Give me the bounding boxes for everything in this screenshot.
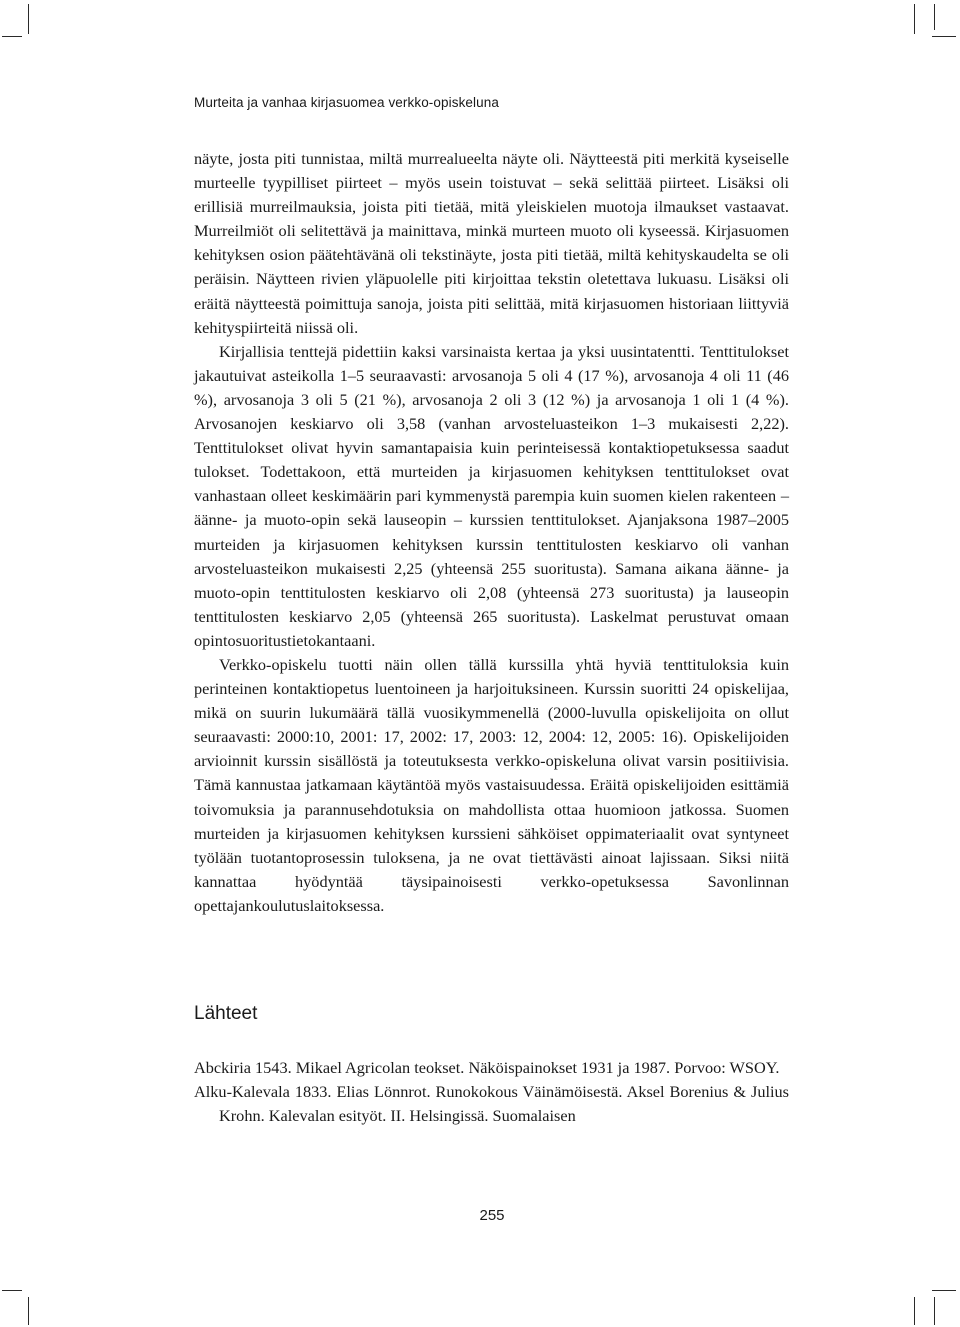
crop-mark-bottom-left-horizontal [2,1290,22,1291]
body-text [194,147,789,918]
reference-item: Abckiria 1543. Mikael Agricolan teokset. Näköispainokset 1931 ja 1987. Porvoo: WSOY. [194,1058,780,1077]
running-header: Murteita ja vanhaa kirjasuomea verkko-opiskeluna [194,95,499,110]
paragraph: näyte, josta piti tunnistaa, miltä murrealueelta näyte oli. Näytteestä piti merkitä kyseiselle murteelle tyypilliset piirteet – myös usein toistuvat – sekä selittää piirteet. Lisäksi oli erillisiä murreilmauksia, joista piti tietää, mitä yleiskielen muotoja ilmaukset vastaavat. Murreilmiöt oli selitettävä ja mainittava, minkä murteen muoto oli kyseessä. Kirjasuomen kehityksen osion päätehtävänä oli tekstinäyte, josta piti tietää, miltä kehityskaudelta se oli peräisin. Näytteen rivien yläpuolelle piti kirjoittaa tekstin oletettava lukuasu. Lisäksi oli eräitä näytteestä poimittuja sanoja, joista piti selittää, mitä kirjasuomen historiaan liittyviä kehityspiirteitä niissä oli. [194,149,789,337]
paragraph: Kirjallisia tenttejä pidettiin kaksi varsinaista kertaa ja yksi uusintatentti. Tenttitulokset jakautuivat asteikolla 1–5 seuraavasti: arvosanoja 5 oli 4 (17 %), arvosanoja 4 oli 11 (46 %), arvosanoja 3 oli 5 (21 %), arvosanoja 2 oli 3 (12 %) ja arvosanoja 1 oli 1 (4 %). Arvosanojen keskiarvo oli 3,58 (vanhan arvosteluasteikon 1–3 mukaisesti 2,22). Tenttitulokset olivat hyvin samantapaisia kuin perinteisessä kontaktiopetuksessa saadut tulokset. Todettakoon, että murteiden ja kirjasuomen kehityksen tenttitulokset ovat vanhastaan olleet keskimäärin pari kymmenystä parempia kuin suomen kielen rakenteen – äänne- ja muoto-opin sekä lauseopin – kurssien tenttitulokset. Ajanjaksona 1987–2005 murteiden ja kirjasuomen kehityksen kurssin tenttitulosten keskiarvo oli vanhan arvosteluasteikon mukaisesti 2,25 (yhteensä 255 suoritusta). Samana aikana äänne- ja muoto-opin tenttitulosten keskiarvo oli 2,08 (yhteensä 273 suoritusta) ja lauseopin tenttitulosten keskiarvo 2,05 (yhteensä 265 suoritusta). Laskelmat perustuvat omaan opintosuoritustietokantaani. [194,341,789,650]
crop-mark-top-left-vertical [28,4,29,34]
reference-item: Alku-Kalevala 1833. Elias Lönnrot. Runokokous Väinämöisestä. Aksel Borenius & Julius Krohn. Kalevalan esityöt. II. Helsingissä. Suomalaisen [194,1082,789,1126]
crop-mark-top-left-horizontal [2,36,22,37]
crop-mark-bottom-right-inner [934,1297,935,1325]
crop-mark-top-center [934,4,935,30]
paragraph: Verkko-opiskelu tuotti näin ollen tällä kurssilla yhtä hyviä tenttituloksia kuin perinteinen kontaktiopetus luentoineen ja harjoituksineen. Kurssin suoritti 24 opiskelijaa, mikä on suurin lukumäärä tällä vuosikymmenellä (2000-luvulla opiskelijoita on ollut seuraavasti: 2000:10, 2001: 17, 2002: 17, 2003: 12, 2004: 12, 2005: 16). Opiskelijoiden arvioinnit kurssin sisällöstä ja toteutuksesta verkko-opiskeluna olivat varsin positiivisia. Tämä kannustaa jatkamaan käytäntöä myös vastaisuudessa. Eräitä opiskelijoiden esittämiä toivomuksia ja parannusehdotuksia on mahdollista ottaa huomioon jatkossa. Suomen murteiden ja kirjasuomen kehityksen kurssieni sähköiset oppimateriaalit ovat syntyneet työlään tuotantoprosessin tuloksena, ja ne ovat tiettävästi ainoat lajissaan. Siksi niitä kannattaa hyödyntää täysipainoisesti verkko-opetuksessa Savonlinnan opettajankoulutuslaitoksessa. [194,654,789,915]
crop-mark-bottom-right-vertical [914,1297,915,1325]
crop-mark-bottom-right-horizontal [932,1290,956,1291]
reference-list [194,1056,789,1128]
crop-mark-top-right-horizontal [932,36,956,37]
references-heading: Lähteet [194,1003,258,1024]
crop-mark-bottom-left-vertical [28,1297,29,1325]
crop-mark-top-right-vertical [914,4,915,34]
page-number: 255 [479,1207,505,1224]
